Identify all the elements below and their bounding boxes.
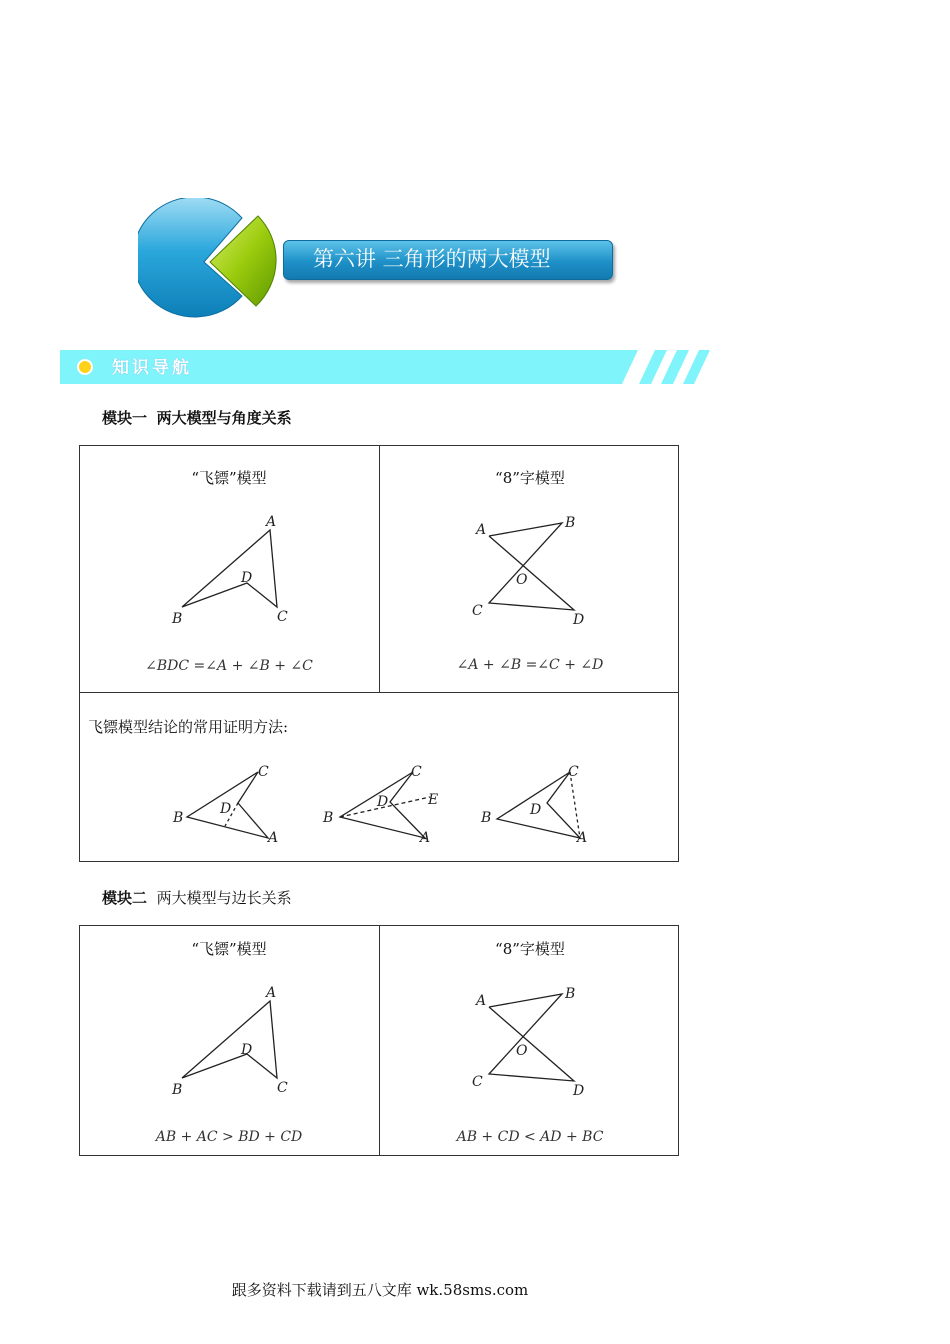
point-label-d: D	[377, 794, 389, 810]
point-label-d: D	[530, 802, 542, 818]
eight-model-title-2: “8”字模型	[495, 940, 565, 958]
dart-model-title-2: “飞镖”模型	[191, 940, 267, 958]
eight-side-formula: AB + CD < AD + BC	[456, 1129, 604, 1145]
proof-figure-1	[165, 758, 290, 848]
module1-title	[102, 408, 292, 428]
point-label-b: B	[172, 1082, 183, 1098]
lesson-title: 第六讲 三角形的两大模型	[313, 247, 551, 271]
point-label-d: D	[220, 801, 232, 817]
point-label-d: D	[573, 612, 585, 628]
dart-model-title: “飞镖”模型	[191, 469, 267, 487]
point-label-c: C	[472, 1074, 483, 1090]
section-label: 知识导航	[112, 358, 192, 378]
pie-chart-logo	[138, 198, 278, 326]
point-label-o: O	[516, 1043, 528, 1059]
point-label-a: A	[266, 514, 277, 530]
point-label-c: C	[411, 764, 422, 780]
module1-title-rest: 两大模型与角度关系	[156, 409, 292, 427]
module1-table-hdivider	[79, 692, 679, 693]
point-label-a: A	[476, 522, 487, 538]
proof-figure-2	[318, 758, 448, 848]
point-label-b: B	[172, 611, 183, 627]
dart-figure-2	[160, 976, 310, 1101]
module2-title-bold: 模块二	[102, 889, 148, 907]
point-label-b: B	[565, 515, 576, 531]
module2-title	[102, 888, 292, 908]
module2-table-vdivider	[379, 925, 380, 1156]
point-label-c: C	[258, 764, 269, 780]
point-label-a: A	[577, 830, 588, 846]
point-label-d: D	[573, 1083, 585, 1099]
module2-title-rest: 两大模型与边长关系	[156, 889, 292, 907]
proof-methods-text: 飞镖模型结论的常用证明方法:	[88, 718, 289, 736]
point-label-b: B	[565, 986, 576, 1002]
point-label-a: A	[268, 830, 279, 846]
proof-figure-3	[475, 758, 605, 848]
point-label-o: O	[516, 572, 528, 588]
eight-model-title: “8”字模型	[495, 469, 565, 487]
dart-figure	[160, 505, 310, 630]
point-label-c: C	[277, 1080, 288, 1096]
point-label-b: B	[323, 810, 334, 826]
eight-angle-formula: ∠A + ∠B =∠C + ∠D	[456, 657, 604, 673]
dart-angle-formula: ∠BDC =∠A + ∠B + ∠C	[145, 658, 313, 674]
bullet-circle-icon	[78, 360, 92, 374]
point-label-d: D	[241, 570, 253, 586]
point-label-c: C	[568, 764, 579, 780]
point-label-c: C	[472, 603, 483, 619]
eight-figure	[465, 510, 600, 628]
point-label-a: A	[266, 985, 277, 1001]
dart-side-formula: AB + AC > BD + CD	[155, 1129, 303, 1145]
point-label-a: A	[476, 993, 487, 1009]
point-label-b: B	[173, 810, 184, 826]
point-label-a: A	[420, 830, 431, 846]
point-label-e: E	[428, 792, 439, 808]
point-label-d: D	[241, 1042, 253, 1058]
point-label-b: B	[481, 810, 492, 826]
point-label-c: C	[277, 609, 288, 625]
eight-figure-2	[465, 981, 600, 1099]
module1-title-bold: 模块一	[102, 409, 148, 427]
footer-text: 跟多资料下载请到五八文库 wk.58sms.com	[231, 1281, 529, 1299]
